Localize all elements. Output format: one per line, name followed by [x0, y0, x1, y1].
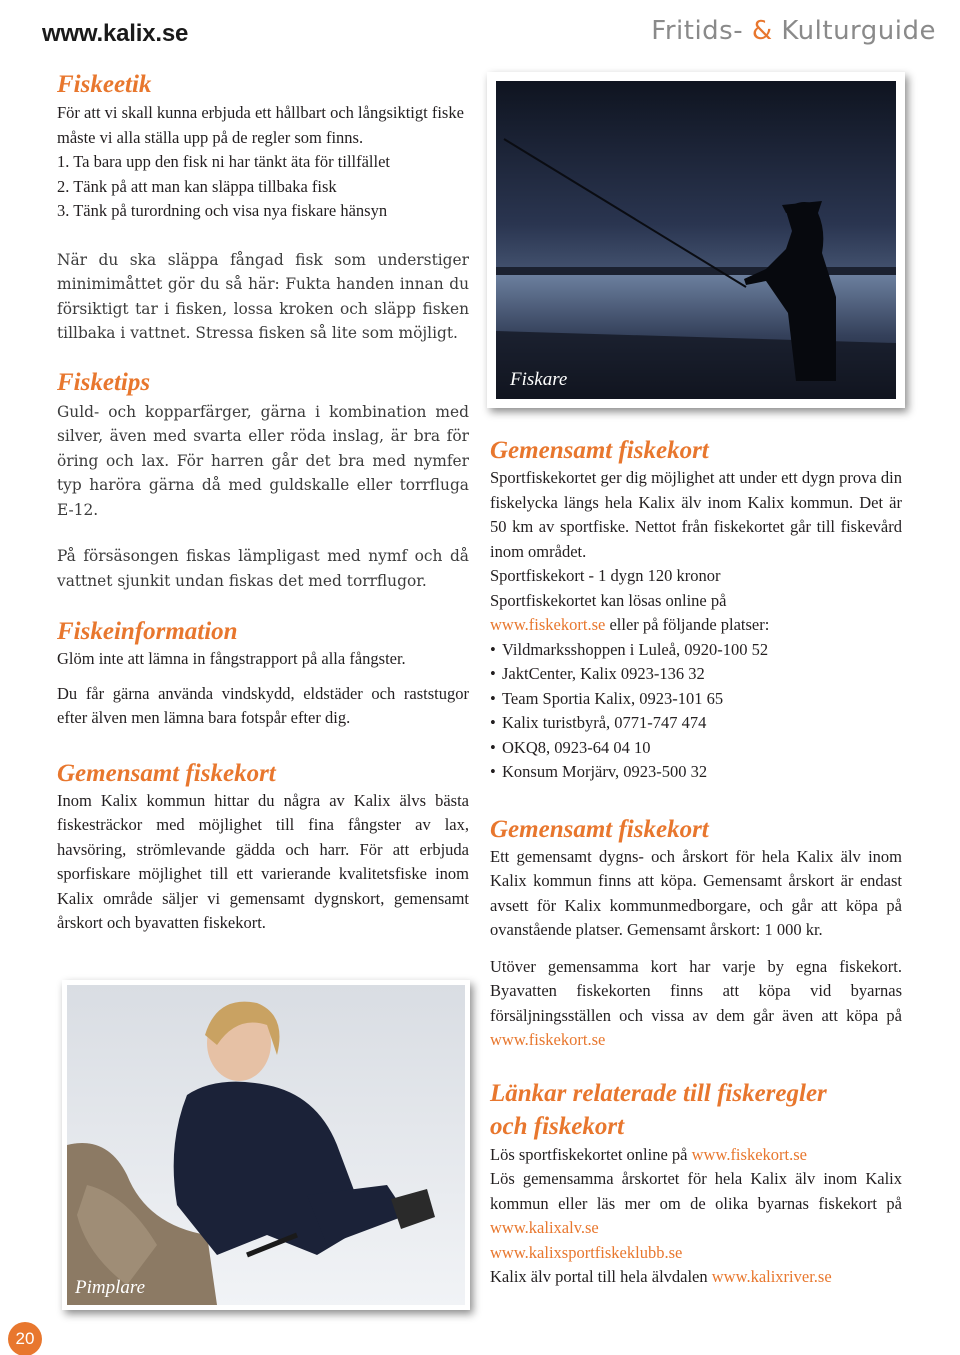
place-text: Vildmarksshoppen i Luleå, 0920-100 52: [502, 639, 769, 659]
link-line: [490, 613, 902, 638]
link-line-text: eller på följande platser:: [605, 615, 770, 634]
kalixsportfiskeklubb-link[interactable]: www.kalixsportfiskeklubb.se: [490, 1242, 683, 1262]
gemensamt-right2-text-2-body: Utöver gemensamma kort har varje by egna fiskekort. Byavatten fiskekorten finns att köpa vid byarnas försäljningsställen och vissa av dem går även att köpa på: [490, 956, 902, 1025]
fiskeinformation-section: [57, 617, 469, 731]
link-row-1: [490, 1143, 902, 1168]
right-column: [490, 436, 902, 1290]
fiskeinformation-text-2: Du får gärna använda vindskydd, eldstäder och raststugor efter älven men lämna bara fotspår efter dig.: [57, 683, 469, 727]
link-row-3: [490, 1241, 902, 1266]
link-row-4-text: Kalix älv portal till hela älvdalen: [490, 1267, 712, 1286]
place-text: Konsum Morjärv, 0923-500 32: [502, 762, 708, 781]
rule-item: 3. Tänk på turordning och visa nya fiskare hänsyn: [57, 201, 388, 220]
photo-caption-fiskare: Fiskare: [510, 369, 568, 390]
list-item: [490, 711, 902, 736]
guide-title: [651, 16, 936, 46]
bullet-icon: •: [490, 639, 496, 659]
list-item: [490, 736, 902, 761]
gemensamt-left-section: [57, 759, 469, 936]
place-text: OKQ8, 0923-64 04 10: [502, 737, 651, 757]
kalixriver-link[interactable]: www.kalixriver.se: [711, 1267, 832, 1286]
photo-fiskare: [487, 72, 905, 408]
fiskekort-link[interactable]: www.fiskekort.se: [490, 615, 606, 634]
list-item: [490, 662, 902, 687]
links-heading-line1: Länkar relaterade till fiskeregler: [490, 1079, 827, 1107]
links-heading: [490, 1077, 902, 1143]
site-url[interactable]: www.kalix.se: [42, 20, 189, 47]
place-text: Team Sportia Kalix, 0923-101 65: [502, 688, 724, 708]
fisherman-illustration: [496, 81, 896, 399]
fiskeetik-intro: För att vi skall kunna erbjuda ett hållbart och långsiktigt fiske måste vi alla ställa upp på de regler som finns.: [57, 103, 464, 147]
place-text: Kalix turistbyrå, 0771-747 474: [502, 713, 707, 732]
page-number-badge: 20: [8, 1322, 42, 1355]
fiskekort-link-3[interactable]: www.fiskekort.se: [691, 1144, 807, 1164]
bullet-icon: •: [490, 713, 496, 732]
fiskeinformation-text-1: Glöm inte att lämna in fångstrapport på alla fångster.: [57, 649, 406, 668]
fisherman-image: [496, 81, 896, 399]
link-row-4: [490, 1265, 902, 1290]
links-heading-line2: och fiskekort: [490, 1112, 625, 1140]
guide-title-amp: &: [751, 16, 773, 46]
fisketips-text-1: Guld- och kopparfärger, gärna i kombination med silver, även med svarta eller röda inslag, är bra för öring och lax. För harren går det bra med nymfer typ haröra gärna då med guldskalle eller torrfluga E-12.: [57, 402, 469, 519]
guide-title-part1: Fritids-: [651, 16, 744, 46]
bullet-icon: •: [490, 664, 496, 683]
link-row-2-text: Lös gemensamma årskortet för hela Kalix älv inom Kalix kommun eller läs mer om de olika byarnas fiskekort på: [490, 1169, 902, 1213]
price-line: Sportfiskekort - 1 dygn 120 kronor: [490, 566, 721, 585]
left-column: [57, 70, 469, 936]
link-row-1-text: Lös sportfiskekortet online på: [490, 1144, 692, 1164]
list-item: [490, 638, 902, 663]
fisketips-section: [57, 368, 469, 594]
rule-item: 2. Tänk på att man kan släppa tillbaka fisk: [57, 176, 337, 196]
gemensamt-right1-section: [490, 436, 902, 785]
fiskeetik-heading: Fiskeetik: [57, 71, 152, 98]
gemensamt-left-text: Inom Kalix kommun hittar du några av Kalix älvs bästa fiskesträckor med möjlighet till fina fångster av lax, havsöring, strömlevande gädda och harr. För att erbjuda sporfiskare möjlighet till ett varierande kvalitetsfiske inom Kalix område säljer vi gemensamt dygnskort, gemensamt årskort och byavatten fiskekort.: [57, 790, 469, 932]
bullet-icon: •: [490, 688, 496, 708]
fiskeetik-section: [57, 70, 469, 346]
gemensamt-right1-text: Sportfiskekortet ger dig möjlighet att under ett dygn prova din fiskelycka längs hela Kalix älv inom Kalix kommun. Det är 50 km av sportfiske. Nettot från fiskekortet går till fiskevård inom området.: [490, 468, 902, 561]
release-instructions: När du ska släppa fångad fisk som understiger minimimåttet gör du så här: Fukta handen innan du försiktigt tar i fisken, lossa kroken och släpp fisken tillbaka i vattnet. Stressa fisken så lite som möjligt.: [57, 250, 469, 342]
gemensamt-right1-heading: Gemensamt fiskekort: [490, 437, 709, 464]
guide-title-part2: Kulturguide: [781, 16, 936, 46]
ice-fishing-image: [67, 985, 465, 1305]
fiskeinformation-heading: Fiskeinformation: [57, 618, 238, 645]
fiskeetik-rules: [57, 150, 469, 224]
gemensamt-left-heading: Gemensamt fiskekort: [57, 759, 276, 787]
gemensamt-right2-text-2: [490, 955, 902, 1053]
links-section: [490, 1077, 902, 1290]
place-text: JaktCenter, Kalix 0923-136 32: [502, 664, 705, 683]
list-item: [490, 687, 902, 712]
link-row-2: [490, 1167, 902, 1241]
gemensamt-right2-section: [490, 815, 902, 1053]
fisketips-text-2: På försäsongen fiskas lämpligast med nymf och då vattnet sjunkit undan fiskas det med torrflugor.: [57, 547, 469, 590]
fiskekort-link-2[interactable]: www.fiskekort.se: [490, 1030, 606, 1049]
sales-places-list: [490, 638, 902, 785]
photo-pimplare: [62, 980, 470, 1310]
rule-item: 1. Ta bara upp den fisk ni har tänkt äta för tillfället: [57, 152, 391, 171]
gemensamt-right2-heading: Gemensamt fiskekort: [490, 815, 709, 843]
online-line: Sportfiskekortet kan lösas online på: [490, 590, 727, 610]
bullet-icon: •: [490, 762, 496, 781]
bullet-icon: •: [490, 737, 496, 757]
fisketips-heading: Fisketips: [57, 368, 151, 396]
ice-fishing-illustration: [67, 985, 465, 1305]
list-item: [490, 760, 902, 785]
gemensamt-right2-text-1: Ett gemensamt dygns- och årskort för hela Kalix älv inom Kalix kommun finns att köpa. Gemensamt årskort är endast avsett för Kalix kommunmedborgare, och går att köpa på ovanstående platser. Gemensamt årskort: 1 000 kr.: [490, 846, 902, 939]
photo-caption-pimplare: Pimplare: [75, 1277, 146, 1298]
kalixalv-link[interactable]: www.kalixalv.se: [490, 1218, 599, 1237]
